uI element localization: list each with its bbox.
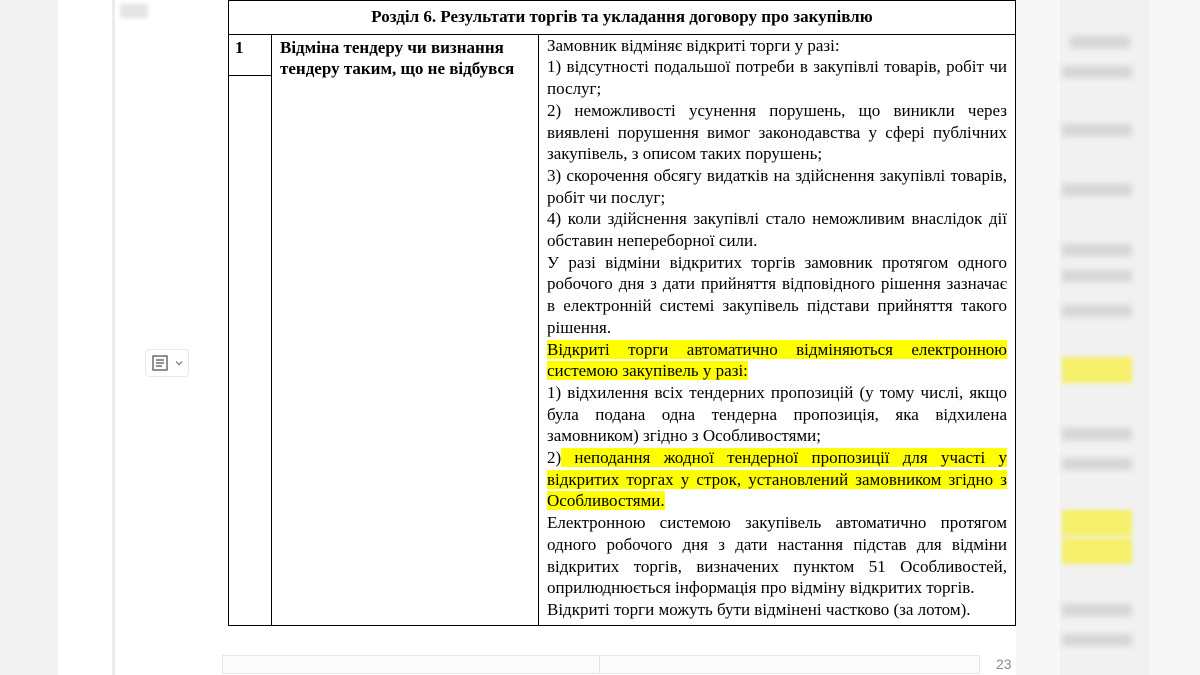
blurred-next-page-highlight: [1062, 538, 1132, 564]
paragraph: 3) скорочення обсягу видатків на здійснення закупівлі товарів, робіт чи послуг;: [547, 165, 1007, 207]
left-page-edge: [112, 0, 115, 675]
blurred-next-page-line: [1062, 604, 1132, 616]
blurred-next-page-line: [1062, 428, 1132, 440]
blurred-next-page-line: [1062, 634, 1132, 646]
blurred-next-page-line: [1070, 36, 1130, 48]
row-name: Відміна тендеру чи визнання тендеру таким, що не відбувся: [272, 34, 539, 625]
outline-toggle-button[interactable]: [145, 349, 189, 377]
next-page-preview: [1060, 0, 1150, 675]
blurred-next-page-line: [1062, 66, 1132, 78]
blurred-next-page-line: [1062, 305, 1132, 317]
row-body: [539, 34, 1016, 625]
highlighted-text: неподання жодної тендерної пропозиції для участі у відкритих торгах у строк, установлений замовником згідно з Особливостями.: [547, 448, 1007, 511]
footer-bar: [222, 655, 980, 674]
section-title: Розділ 6. Результати торгів та укладання договору про закупівлю: [229, 1, 1016, 35]
row-number: 1: [229, 35, 271, 76]
auto-cancel-item-1: 1) відхилення всіх тендерних пропозицій (у тому числі, якщо була подана одна тендерна пропозиція, яка відхилена замовником) згідно з Особливостями;: [547, 382, 1007, 446]
document-page: [228, 0, 1016, 650]
auto-cancel-item-2: [547, 447, 1007, 512]
closing-paragraph: Відкриті торги можуть бути відмінені частково (за лотом).: [547, 599, 971, 619]
tender-table: [228, 0, 1016, 626]
outline-list-icon: [150, 353, 170, 373]
blurred-next-page-line: [1062, 124, 1132, 136]
left-margin: [0, 0, 228, 675]
footer-divider: [599, 656, 600, 673]
row-number-cell: [229, 34, 272, 625]
chevron-down-icon: [174, 358, 184, 368]
blurred-next-page-line: [1062, 184, 1132, 196]
blurred-prev-page-text: [120, 4, 148, 18]
closing-paragraph: Електронною системою закупівель автоматично протягом одного робочого дня з дати настання підстав для відміни відкритих торгів, визначених пунктом 51 Особливостей, оприлюднюється інформація про відміну відкритих торгів.: [547, 513, 1007, 598]
paragraph: У разі відміни відкритих торгів замовник протягом одного робочого дня з дати прийняття відповідного рішення зазначає в електронній системі закупівель підстави прийняття такого рішення.: [547, 252, 1007, 337]
paragraph: 1) відсутності подальшої потреби в закупівлі товарів, робіт чи послуг;: [547, 57, 1007, 99]
auto-item-2-number: 2): [547, 448, 562, 468]
paragraph: 4) коли здійснення закупівлі стало неможливим внаслідок дії обставин непереборної сили.: [547, 209, 1007, 251]
highlighted-text: Відкриті торги автоматично відміняються електронною системою закупівель у разі:: [547, 339, 1007, 381]
blurred-next-page-line: [1062, 270, 1132, 282]
blurred-next-page-highlight: [1062, 357, 1132, 383]
blurred-next-page-line: [1062, 458, 1132, 470]
left-scroll-gutter: [0, 0, 58, 675]
page-number: 23: [996, 656, 1012, 672]
blurred-next-page-line: [1062, 244, 1132, 256]
paragraph: 2) неможливості усунення порушень, що виникли через виявлені порушення вимог законодавства у сфері публічних закупівель, з описом таких порушень;: [547, 100, 1007, 164]
paragraph: Замовник відміняє відкриті торги у разі:: [547, 35, 840, 55]
blurred-next-page-highlight: [1062, 510, 1132, 536]
right-margin: [1016, 0, 1200, 675]
auto-cancel-heading: [547, 339, 1007, 382]
